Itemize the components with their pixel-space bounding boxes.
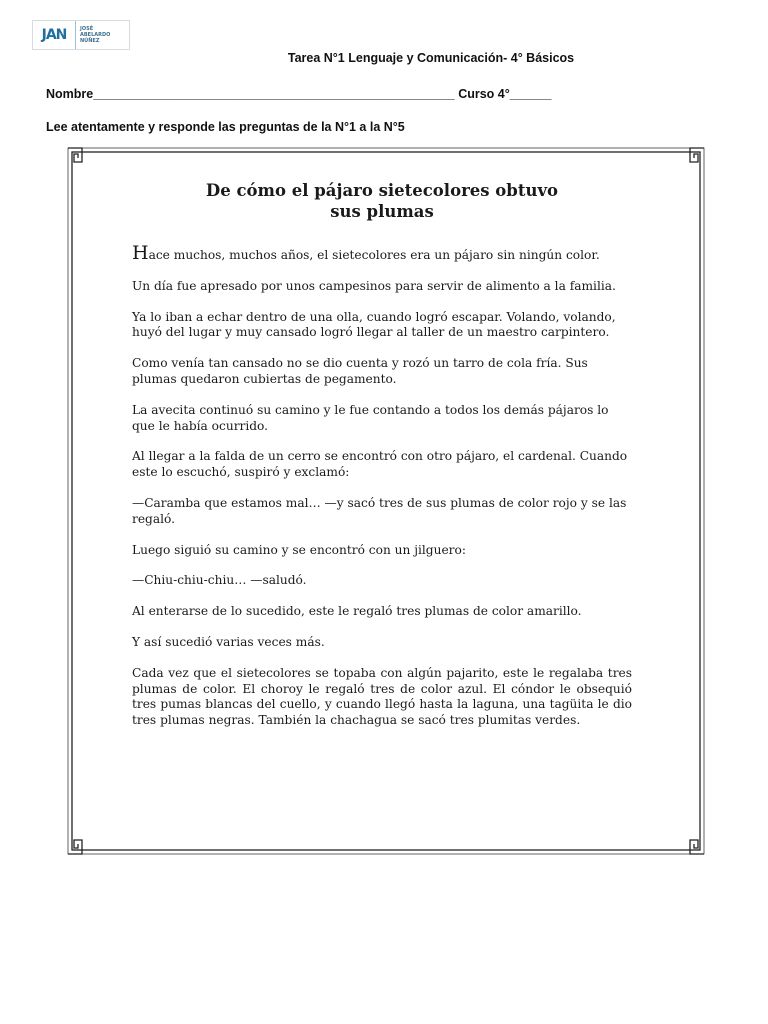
story-title	[132, 180, 632, 222]
logo-name-line: ABELARDO	[80, 32, 111, 38]
story-paragraph: Y así sucedió varias veces más.	[132, 634, 325, 649]
paragraph-text: ace muchos, muchos años, el sietecolores era un pájaro sin ningún color.	[148, 248, 600, 262]
story-paragraph: Al llegar a la falda de un cerro se encontró con otro pájaro, el cardenal. Cuando este lo escuchó, suspiró y exclamó:	[132, 449, 628, 480]
logo-name-line: JOSÉ	[80, 26, 94, 32]
story	[132, 180, 632, 744]
story-paragraph: Al enterarse de lo sucedido, este le regaló tres plumas de color amarillo.	[132, 604, 582, 619]
story-title-line: De cómo el pájaro sietecolores obtuvo	[205, 181, 559, 200]
worksheet-title: Tarea N°1 Lenguaje y Comunicación- 4° Básicos	[287, 51, 575, 65]
instructions: Lee atentamente y responde las preguntas de la N°1 a la N°5	[46, 120, 405, 134]
story-paragraph: Luego siguió su camino y se encontró con un jilguero:	[132, 542, 466, 557]
logo-mark: JAN	[33, 21, 76, 49]
story-title-line: sus plumas	[330, 202, 434, 221]
story-paragraph: Ya lo iban a echar dentro de una olla, cuando logró escapar. Volando, volando, huyó del lugar y muy cansado logró llegar al taller de un maestro carpintero.	[132, 309, 616, 340]
story-paragraph: Como venía tan cansado no se dio cuenta y rozó un tarro de cola fría. Sus plumas quedaron cubiertas de pegamento.	[132, 356, 588, 386]
drop-cap: H	[132, 242, 149, 264]
story-paragraph: —Caramba que estamos mal… —y sacó tres de sus plumas de color rojo y se las regaló.	[132, 495, 627, 526]
logo-name-line: NÚÑEZ	[80, 38, 100, 44]
story-paragraph: Cada vez que el sietecolores se topaba con algún pajarito, este le regalaba tres plumas de color. El choroy le regaló tres de color azul. El cóndor le obsequió tres pumas blancas del cuello, y cuando llegó hasta la laguna, una tagüita le dio tres plumas negras. También la chachagua se sacó tres plumitas verdes.	[132, 665, 632, 728]
story-paragraph	[132, 242, 632, 264]
school-logo	[32, 20, 130, 50]
story-paragraph: La avecita continuó su camino y le fue contando a todos los demás pájaros lo que le había ocurrido.	[132, 402, 609, 433]
name-course-line: Nombre____________________________________________________ Curso 4°______	[46, 87, 552, 101]
story-paragraph: —Chiu-chiu-chiu… —saludó.	[132, 573, 307, 588]
logo-school-name	[80, 26, 110, 44]
story-paragraph: Un día fue apresado por unos campesinos para servir de alimento a la familia.	[132, 278, 616, 293]
